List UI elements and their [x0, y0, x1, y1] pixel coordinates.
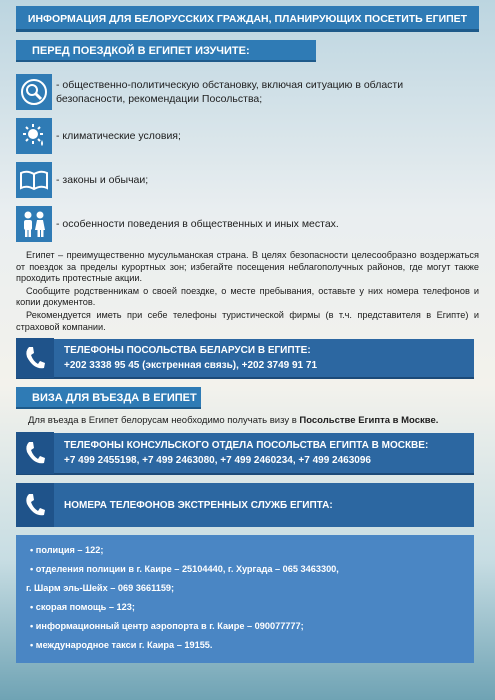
visa-text-normal: Для въезда в Египет белорусам необходимо получать визу в [28, 415, 300, 427]
study-item-text: - климатические условия; [56, 130, 181, 142]
phone-icon [16, 432, 54, 474]
study-item-text: - общественно-политическую обстановку, включая ситуацию в области безопасности, рекомендации Посольства; [56, 79, 404, 105]
visa-heading: ВИЗА ДЛЯ ВЪЕЗДА В ЕГИПЕТ [16, 387, 201, 409]
study-item-text: - законы и обычаи; [56, 174, 149, 186]
consulate-phones-panel [16, 433, 474, 475]
book-icon [16, 162, 52, 198]
list-item: г. Шарм эль-Шейх – 069 3661159; [26, 583, 175, 594]
list-item [16, 158, 479, 202]
embassy-phones-title: ТЕЛЕФОНЫ ПОСОЛЬСТВА БЕЛАРУСИ В ЕГИПТЕ: [64, 345, 311, 357]
list-item: • отделения полиции в г. Каире – 25104440, г. Хургада – 065 3463300, [30, 564, 339, 575]
magnifier-icon [16, 74, 52, 110]
study-item-text: - особенности поведения в общественных и иных местах. [56, 218, 339, 230]
study-list [16, 70, 479, 246]
list-item [16, 70, 479, 114]
list-item: • информационный центр аэропорта в г. Каире – 090077777; [30, 621, 304, 632]
visa-text-bold: Посольстве Египта в Москве. [299, 415, 439, 427]
consulate-phone-numbers: +7 499 2455198, +7 499 2463080, +7 499 2460234, +7 499 2463096 [64, 455, 371, 467]
list-item: • полиция – 122; [30, 545, 104, 556]
list-item [16, 114, 479, 158]
emergency-title: НОМЕРА ТЕЛЕФОНОВ ЭКСТРЕННЫХ СЛУЖБ ЕГИПТА: [64, 499, 333, 511]
advice-paragraph: Египет – преимущественно мусульманская страна. В целях безопасности целесообразно воздержаться от поездок за пределы курортных зон; избегайте посещения неблагополучных районов, где могут также проходить протестные акции. [16, 250, 479, 284]
visa-text [16, 415, 479, 427]
people-icon [16, 206, 52, 242]
advice-paragraph: Сообщите родственникам о своей поездке, о месте пребывания, оставьте у них номера телефонов и копии документов. [16, 285, 479, 308]
advice-paragraphs [16, 250, 479, 333]
page [0, 6, 495, 700]
embassy-phone-numbers: +202 3338 95 45 (экстренная связь), +202 3749 91 71 [64, 360, 318, 372]
list-item: • международное такси г. Каира – 19155. [30, 640, 213, 651]
page-title: ИНФОРМАЦИЯ ДЛЯ БЕЛОРУССКИХ ГРАЖДАН, ПЛАНИРУЮЩИХ ПОСЕТИТЬ ЕГИПЕТ [16, 6, 479, 32]
phone-icon [16, 338, 54, 378]
list-item [16, 202, 479, 246]
emergency-panel [16, 483, 474, 527]
phone-icon [16, 483, 54, 527]
before-trip-heading: ПЕРЕД ПОЕЗДКОЙ В ЕГИПЕТ ИЗУЧИТЕ: [16, 40, 316, 62]
embassy-phones-panel [16, 339, 474, 379]
weather-icon [16, 118, 52, 154]
advice-paragraph: Рекомендуется иметь при себе телефоны туристической фирмы (в т.ч. представителя в Египте) и страховой компании. [16, 309, 479, 332]
list-item: • скорая помощь – 123; [30, 602, 135, 613]
consulate-phones-title: ТЕЛЕФОНЫ КОНСУЛЬСКОГО ОТДЕЛА ПОСОЛЬСТВА ЕГИПТА В МОСКВЕ: [64, 440, 429, 452]
emergency-list [16, 535, 474, 663]
